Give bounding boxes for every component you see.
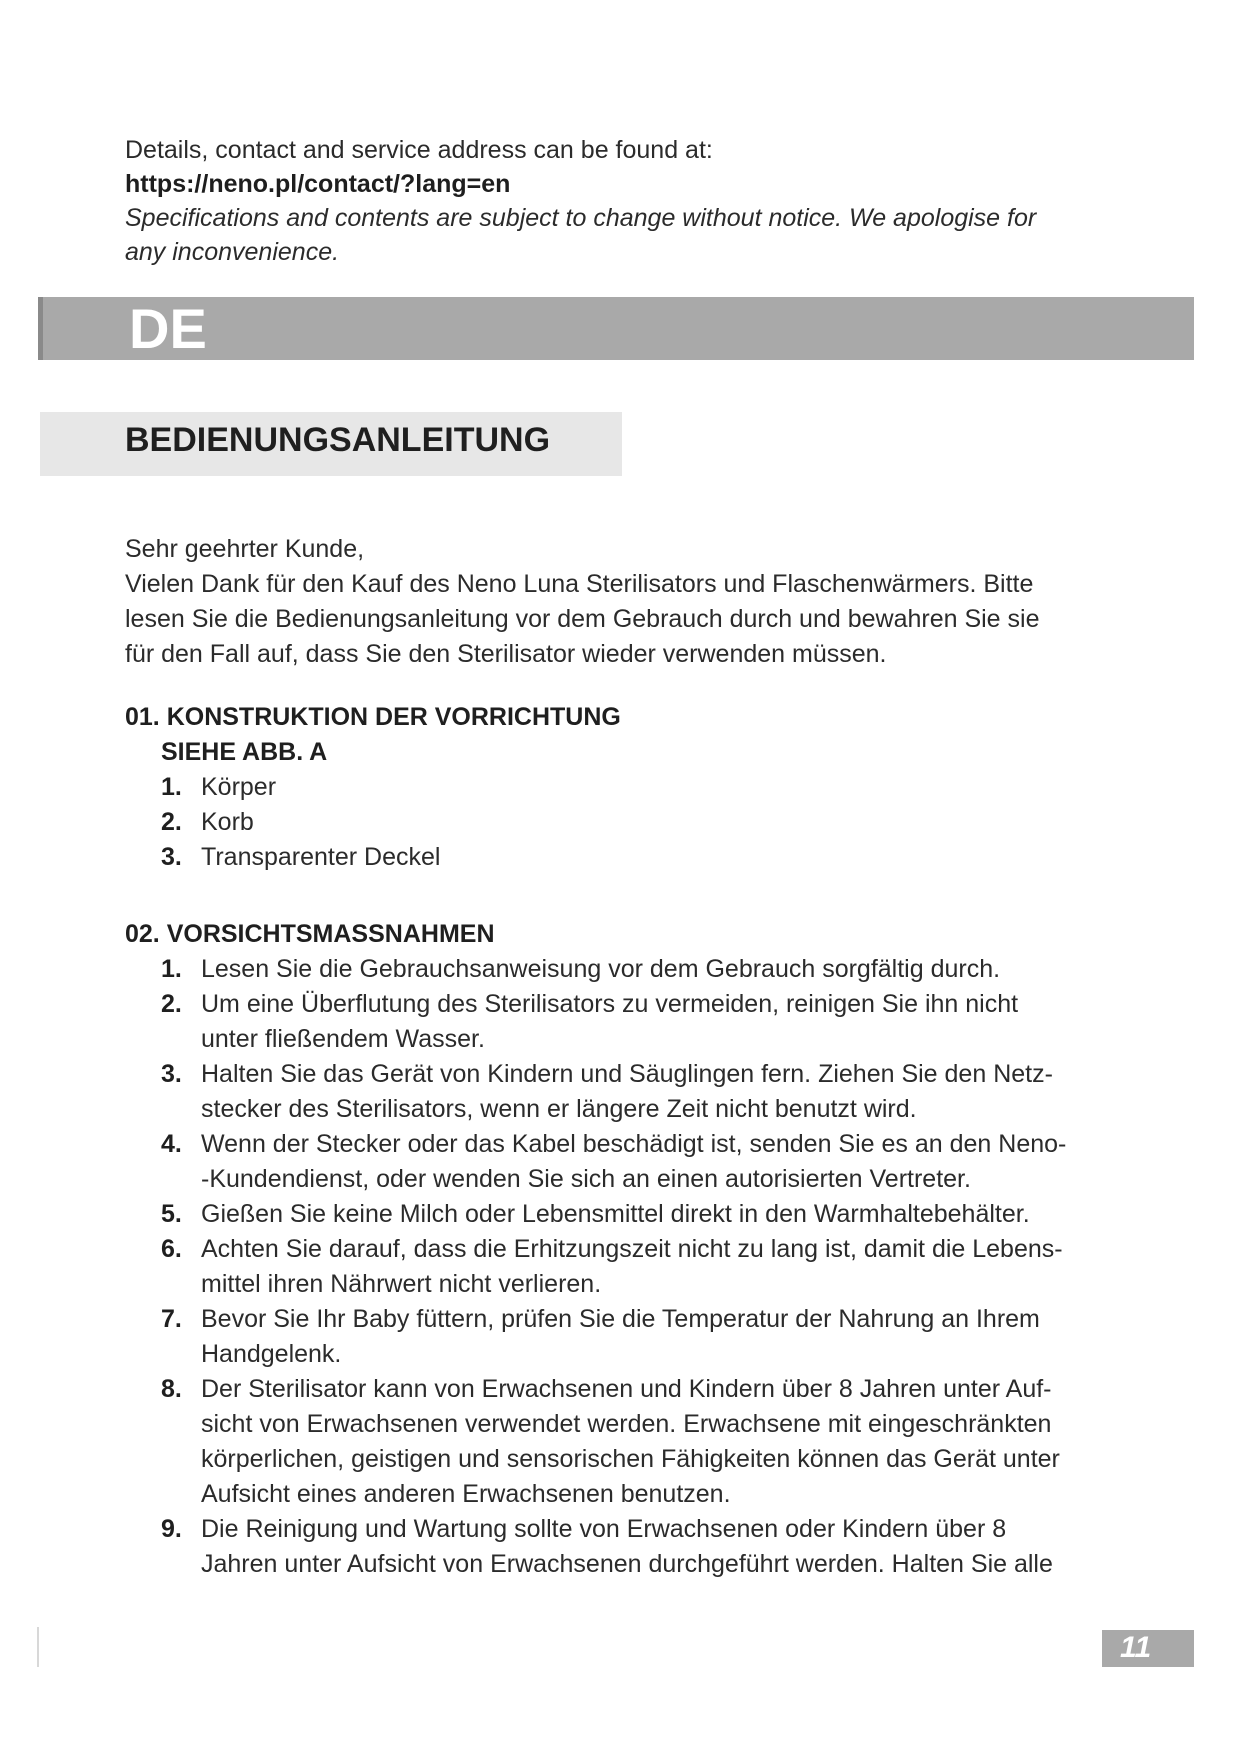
list-item [125,805,1125,840]
item-number: 7. [161,1305,182,1333]
greeting-block [125,532,1125,672]
item-text: Die Reinigung und Wartung sollte von Erwachsenen oder Kindern über 8 [201,1515,1007,1543]
item-number: 6. [161,1235,182,1263]
item-text: mittel ihren Nährwert nicht verlieren. [201,1270,602,1298]
item-text: Achten Sie darauf, dass die Erhitzungszeit nicht zu lang ist, damit die Lebens- [201,1235,1063,1263]
item-text: Jahren unter Aufsicht von Erwachsenen durchgeführt werden. Halten Sie alle [201,1550,1053,1578]
list-item [125,1232,1125,1302]
list-item [125,1302,1125,1372]
item-text: Um eine Überflutung des Sterilisators zu vermeiden, reinigen Sie ihn nicht [201,990,1019,1018]
item-number: 3. [161,843,182,871]
disclaimer-line-2: any inconvenience. [125,238,340,266]
list-item [125,952,1125,987]
list-item [125,1372,1125,1512]
page-number-badge [1102,1630,1194,1667]
list-item [125,1127,1125,1197]
page-title: BEDIENUNGSANLEITUNG [125,421,551,459]
item-text: Aufsicht eines anderen Erwachsenen benutzen. [201,1480,731,1508]
salutation: Sehr geehrter Kunde, [125,535,365,563]
item-text: Gießen Sie keine Milch oder Lebensmittel direkt in den Warmhaltebehälter. [201,1200,1030,1228]
disclaimer-line-1: Specifications and contents are subject to change without notice. We apologise for [125,204,1037,232]
contact-url-link[interactable]: https://neno.pl/contact/?lang=en [125,170,511,198]
item-text: Der Sterilisator kann von Erwachsenen und Kindern über 8 Jahren unter Auf- [201,1375,1052,1403]
item-text: Körper [201,773,277,801]
section-heading: 01. KONSTRUKTION DER VORRICHTUNG [125,703,621,731]
contact-details-text: Details, contact and service address can be found at: [125,136,713,164]
list-item [125,770,1125,805]
item-text: Transparenter Deckel [201,843,441,871]
intro-block [125,133,1125,269]
item-number: 2. [161,990,182,1018]
item-text: -Kundendienst, oder wenden Sie sich an einen autorisierten Vertreter. [201,1165,971,1193]
list-item [125,987,1125,1057]
list-item [125,840,1125,875]
section-subheading: SIEHE ABB. A [161,738,328,766]
item-text: Lesen Sie die Gebrauchsanweisung vor dem Gebrauch sorgfältig durch. [201,955,1001,983]
item-number: 8. [161,1375,182,1403]
greeting-line: für den Fall auf, dass Sie den Sterilisator wieder verwenden müssen. [125,640,887,668]
section-construction [125,700,1125,875]
item-number: 3. [161,1060,182,1088]
greeting-line: Vielen Dank für den Kauf des Neno Luna Sterilisators und Flaschenwärmers. Bitte [125,570,1034,598]
title-box [40,412,622,476]
item-number: 5. [161,1200,182,1228]
item-text: Halten Sie das Gerät von Kindern und Säuglingen fern. Ziehen Sie den Netz- [201,1060,1053,1088]
item-number: 2. [161,808,182,836]
language-code: DE [129,297,207,360]
item-number: 9. [161,1515,182,1543]
margin-divider [37,1627,39,1667]
item-text: Wenn der Stecker oder das Kabel beschädigt ist, senden Sie es an den Neno- [201,1130,1067,1158]
item-text: unter fließendem Wasser. [201,1025,485,1053]
section-precautions [125,917,1125,1582]
item-number: 1. [161,773,182,801]
page-number: 11 [1120,1631,1152,1664]
item-number: 1. [161,955,182,983]
item-text: körperlichen, geistigen und sensorischen Fähigkeiten können das Gerät unter [201,1445,1060,1473]
item-number: 4. [161,1130,182,1158]
list-item [125,1512,1125,1582]
section-heading: 02. VORSICHTSMASSNAHMEN [125,920,495,948]
item-text: Korb [201,808,254,836]
item-text: sicht von Erwachsenen verwendet werden. Erwachsene mit eingeschränkten [201,1410,1052,1438]
language-banner [38,297,1194,360]
item-text: Handgelenk. [201,1340,342,1368]
list-item [125,1057,1125,1127]
item-text: stecker des Sterilisators, wenn er längere Zeit nicht benutzt wird. [201,1095,917,1123]
greeting-line: lesen Sie die Bedienungsanleitung vor dem Gebrauch durch und bewahren Sie sie [125,605,1040,633]
item-text: Bevor Sie Ihr Baby füttern, prüfen Sie die Temperatur der Nahrung an Ihrem [201,1305,1040,1333]
list-item [125,1197,1125,1232]
